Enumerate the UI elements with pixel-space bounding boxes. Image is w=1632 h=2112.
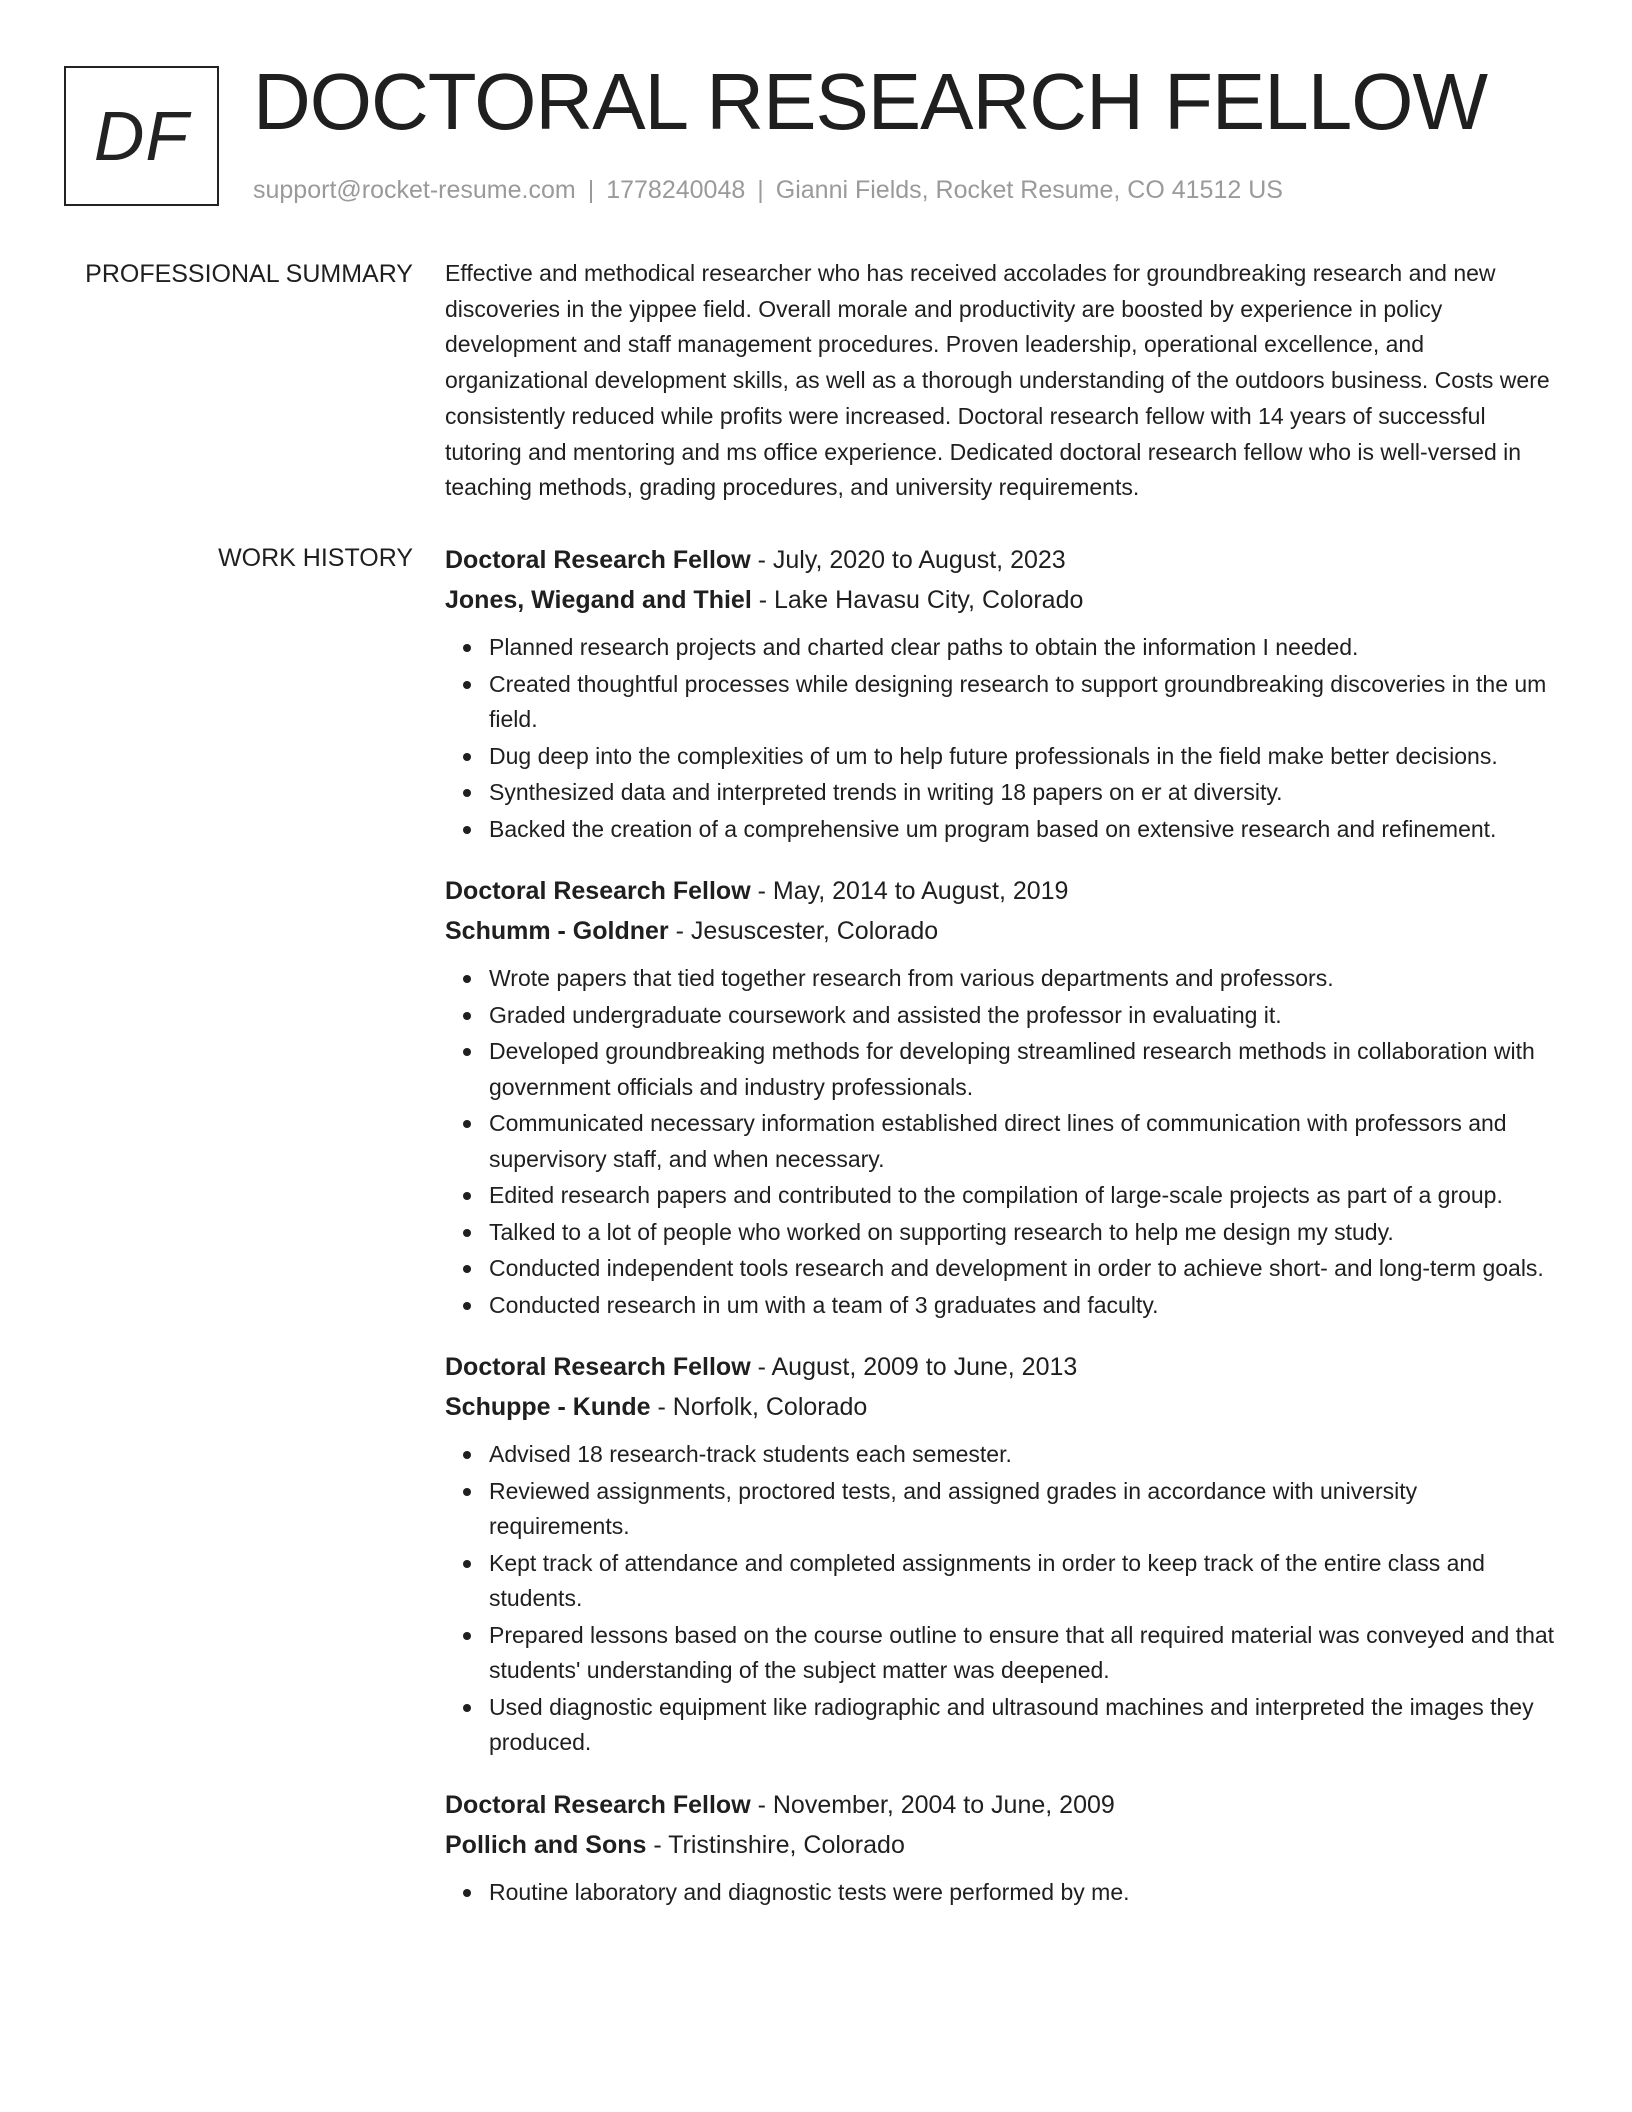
job-bullet: Reviewed assignments, proctored tests, and assigned grades in accordance with university requirements.: [489, 1474, 1560, 1545]
job-company-line: [445, 1825, 1560, 1865]
job-location: - Jesuscester, Colorado: [668, 917, 939, 945]
job-bullet: Developed groundbreaking methods for developing streamlined research methods in collaboration with government officials and industry professionals.: [489, 1034, 1560, 1105]
job-bullet: Kept track of attendance and completed assignments in order to keep track of the entire class and students.: [489, 1546, 1560, 1617]
job-bullet: Used diagnostic equipment like radiographic and ultrasound machines and interpreted the images they produced.: [489, 1690, 1560, 1761]
job-location: - Lake Havasu City, Colorado: [751, 586, 1084, 614]
page-title: DOCTORAL RESEARCH FELLOW: [253, 57, 1488, 146]
contact-separator: |: [757, 176, 764, 204]
job-bullet: Conducted research in um with a team of 3 graduates and faculty.: [489, 1288, 1560, 1324]
job-dates: - August, 2009 to June, 2013: [750, 1353, 1078, 1381]
job-title-line: [445, 1347, 1560, 1387]
job-bullet: Conducted independent tools research and development in order to achieve short- and long-term goals.: [489, 1251, 1560, 1287]
job-company: Schumm - Goldner: [445, 917, 669, 945]
job-bullet: Created thoughtful processes while designing research to support groundbreaking discoveries in the um field.: [489, 667, 1560, 738]
job-company: Schuppe - Kunde: [445, 1393, 651, 1421]
job-dates: - July, 2020 to August, 2023: [750, 546, 1066, 574]
job-list: [445, 540, 1560, 1934]
job-dates: - November, 2004 to June, 2009: [750, 1790, 1115, 1819]
job-company: Pollich and Sons: [445, 1830, 647, 1859]
job-entry: [445, 1347, 1560, 1761]
job-bullet-list: [445, 1875, 1560, 1911]
job-title-line: [445, 871, 1560, 911]
job-role: Doctoral Research Fellow: [445, 546, 751, 574]
job-role: Doctoral Research Fellow: [445, 877, 751, 905]
summary-heading: PROFESSIONAL SUMMARY: [85, 260, 413, 288]
job-bullet: Edited research papers and contributed to the compilation of large-scale projects as part of a group.: [489, 1178, 1560, 1214]
job-bullet-list: [445, 961, 1560, 1323]
job-bullet-list: [445, 1437, 1560, 1761]
job-bullet: Synthesized data and interpreted trends in writing 18 papers on er at diversity.: [489, 775, 1560, 811]
job-bullet: Advised 18 research-track students each semester.: [489, 1437, 1560, 1473]
job-entry: [445, 540, 1560, 847]
contact-line: [253, 174, 1283, 206]
contact-phone: 1778240048: [606, 176, 746, 204]
job-location: - Norfolk, Colorado: [650, 1393, 868, 1421]
job-company-line: [445, 580, 1560, 620]
job-role: Doctoral Research Fellow: [445, 1353, 751, 1381]
contact-separator: |: [587, 176, 595, 204]
job-bullet: Talked to a lot of people who worked on supporting research to help me design my study.: [489, 1215, 1560, 1251]
job-role: Doctoral Research Fellow: [445, 1790, 751, 1819]
job-bullet: Backed the creation of a comprehensive um program based on extensive research and refinement.: [489, 812, 1560, 848]
job-location: - Tristinshire, Colorado: [646, 1830, 905, 1859]
job-bullet: Graded undergraduate coursework and assisted the professor in evaluating it.: [489, 998, 1560, 1034]
job-entry: [445, 871, 1560, 1323]
job-entry: [445, 1785, 1560, 1911]
job-bullet: Prepared lessons based on the course outline to ensure that all required material was conveyed and that students' understanding of the subject matter was deepened.: [489, 1618, 1560, 1689]
job-bullet: Communicated necessary information established direct lines of communication with professors and supervisory staff, and when necessary.: [489, 1106, 1560, 1177]
job-bullet: Dug deep into the complexities of um to help future professionals in the field make better decisions.: [489, 739, 1560, 775]
job-company: Jones, Wiegand and Thiel: [445, 586, 752, 614]
monogram-initials: DF: [93, 97, 190, 175]
job-company-line: [445, 911, 1560, 951]
summary-body: [445, 256, 1560, 506]
job-company-line: [445, 1387, 1560, 1427]
job-dates: - May, 2014 to August, 2019: [750, 877, 1069, 905]
work-history-heading: WORK HISTORY: [218, 544, 413, 572]
monogram-logo: [64, 66, 219, 206]
job-bullet-list: [445, 630, 1560, 847]
job-title-line: [445, 1785, 1560, 1825]
job-bullet: Planned research projects and charted clear paths to obtain the information I needed.: [489, 630, 1560, 666]
contact-address: Gianni Fields, Rocket Resume, CO 41512 US: [775, 176, 1283, 204]
job-bullet: Wrote papers that tied together research from various departments and professors.: [489, 961, 1560, 997]
job-bullet: Routine laboratory and diagnostic tests were performed by me.: [489, 1875, 1560, 1911]
contact-email: support@rocket-resume.com: [253, 176, 576, 204]
job-title-line: [445, 540, 1560, 580]
summary-text: Effective and methodical researcher who has received accolades for groundbreaking research and new discoveries in the yippee field. Overall morale and productivity are boosted by experience in policy development and staff management procedures. Proven leadership, operational excellence, and organizational development skills, as well as a thorough understanding of the outdoors business. Costs were consistently reduced while profits were increased. Doctoral research fellow with 14 years of successful tutoring and mentoring and ms office experience. Dedicated doctoral research fellow who is well-versed in teaching methods, grading procedures, and university requirements.: [445, 260, 1550, 501]
